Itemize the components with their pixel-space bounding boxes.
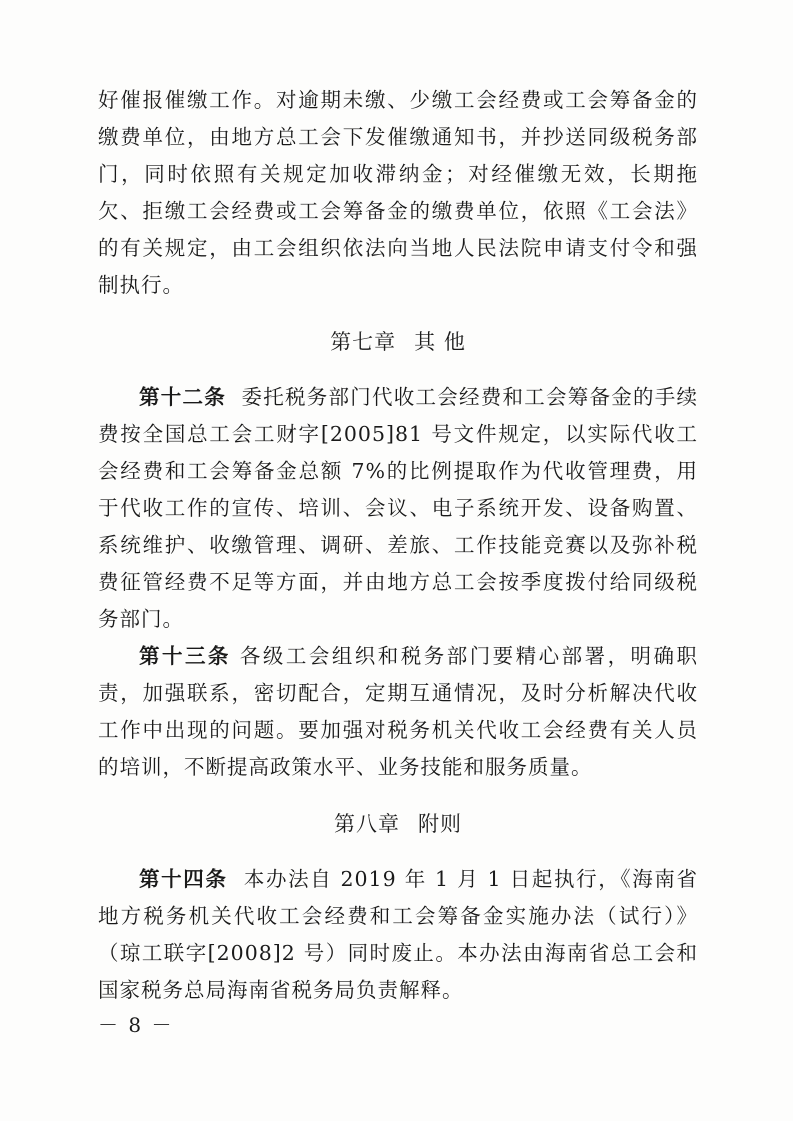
chapter-7-number: 第七章 <box>330 330 397 354</box>
article-12-text: 委托税务部门代收工会经费和工会筹备金的手续费按全国总工会工财字[2005]81 号文件规定，以实际代收工会经费和工会筹备金总额 7%的比例提取作为代收管理费，用于代收工作的宣传、培训、会议、电子系统开发、设备购置、系统维护、收缴管理、调研、差旅、工作技能竞赛以及弥补税费征管经费不足等方面，并由地方总工会按季度拨付给同级税务部门。 <box>98 385 698 631</box>
chapter-7-heading <box>98 324 698 361</box>
document-body <box>98 82 698 1009</box>
article-12-label: 第十二条 <box>139 385 226 409</box>
article-14 <box>98 861 698 1009</box>
continuation-paragraph: 好催报催缴工作。对逾期未缴、少缴工会经费或工会筹备金的缴费单位，由地方总工会下发催缴通知书，并抄送同级税务部门，同时依照有关规定加收滞纳金；对经催缴无效，长期拖欠、拒缴工会经费或工会筹备金的缴费单位，依照《工会法》的有关规定，由工会组织依法向当地人民法院申请支付令和强制执行。 <box>98 88 698 297</box>
chapter-8-number: 第八章 <box>334 812 400 836</box>
article-13 <box>98 638 698 786</box>
chapter-8-title: 附则 <box>418 812 462 836</box>
article-13-label: 第十三条 <box>139 644 231 668</box>
chapter-8-heading <box>98 806 698 843</box>
article-13-text: 各级工会组织和税务部门要精心部署，明确职责，加强联系，密切配合，定期互通情况，及时分析解决代收工作中出现的问题。要加强对税务机关代收工会经费有关人员的培训，不断提高政策水平、业务技能和服务质量。 <box>98 644 699 779</box>
page-number: － 8 － <box>98 1013 174 1037</box>
article-12 <box>98 379 698 638</box>
article-14-text: 本办法自 2019 年 1 月 1 日起执行，《海南省地方税务机关代收工会经费和工会筹备金实施办法（试行）》（琼工联字[2008]2 号）同时废止。本办法由海南省总工会和国家税务总局海南省税务局负责解释。 <box>98 867 698 1002</box>
chapter-7-title: 其 他 <box>414 330 466 354</box>
article-14-label: 第十四条 <box>139 867 228 891</box>
